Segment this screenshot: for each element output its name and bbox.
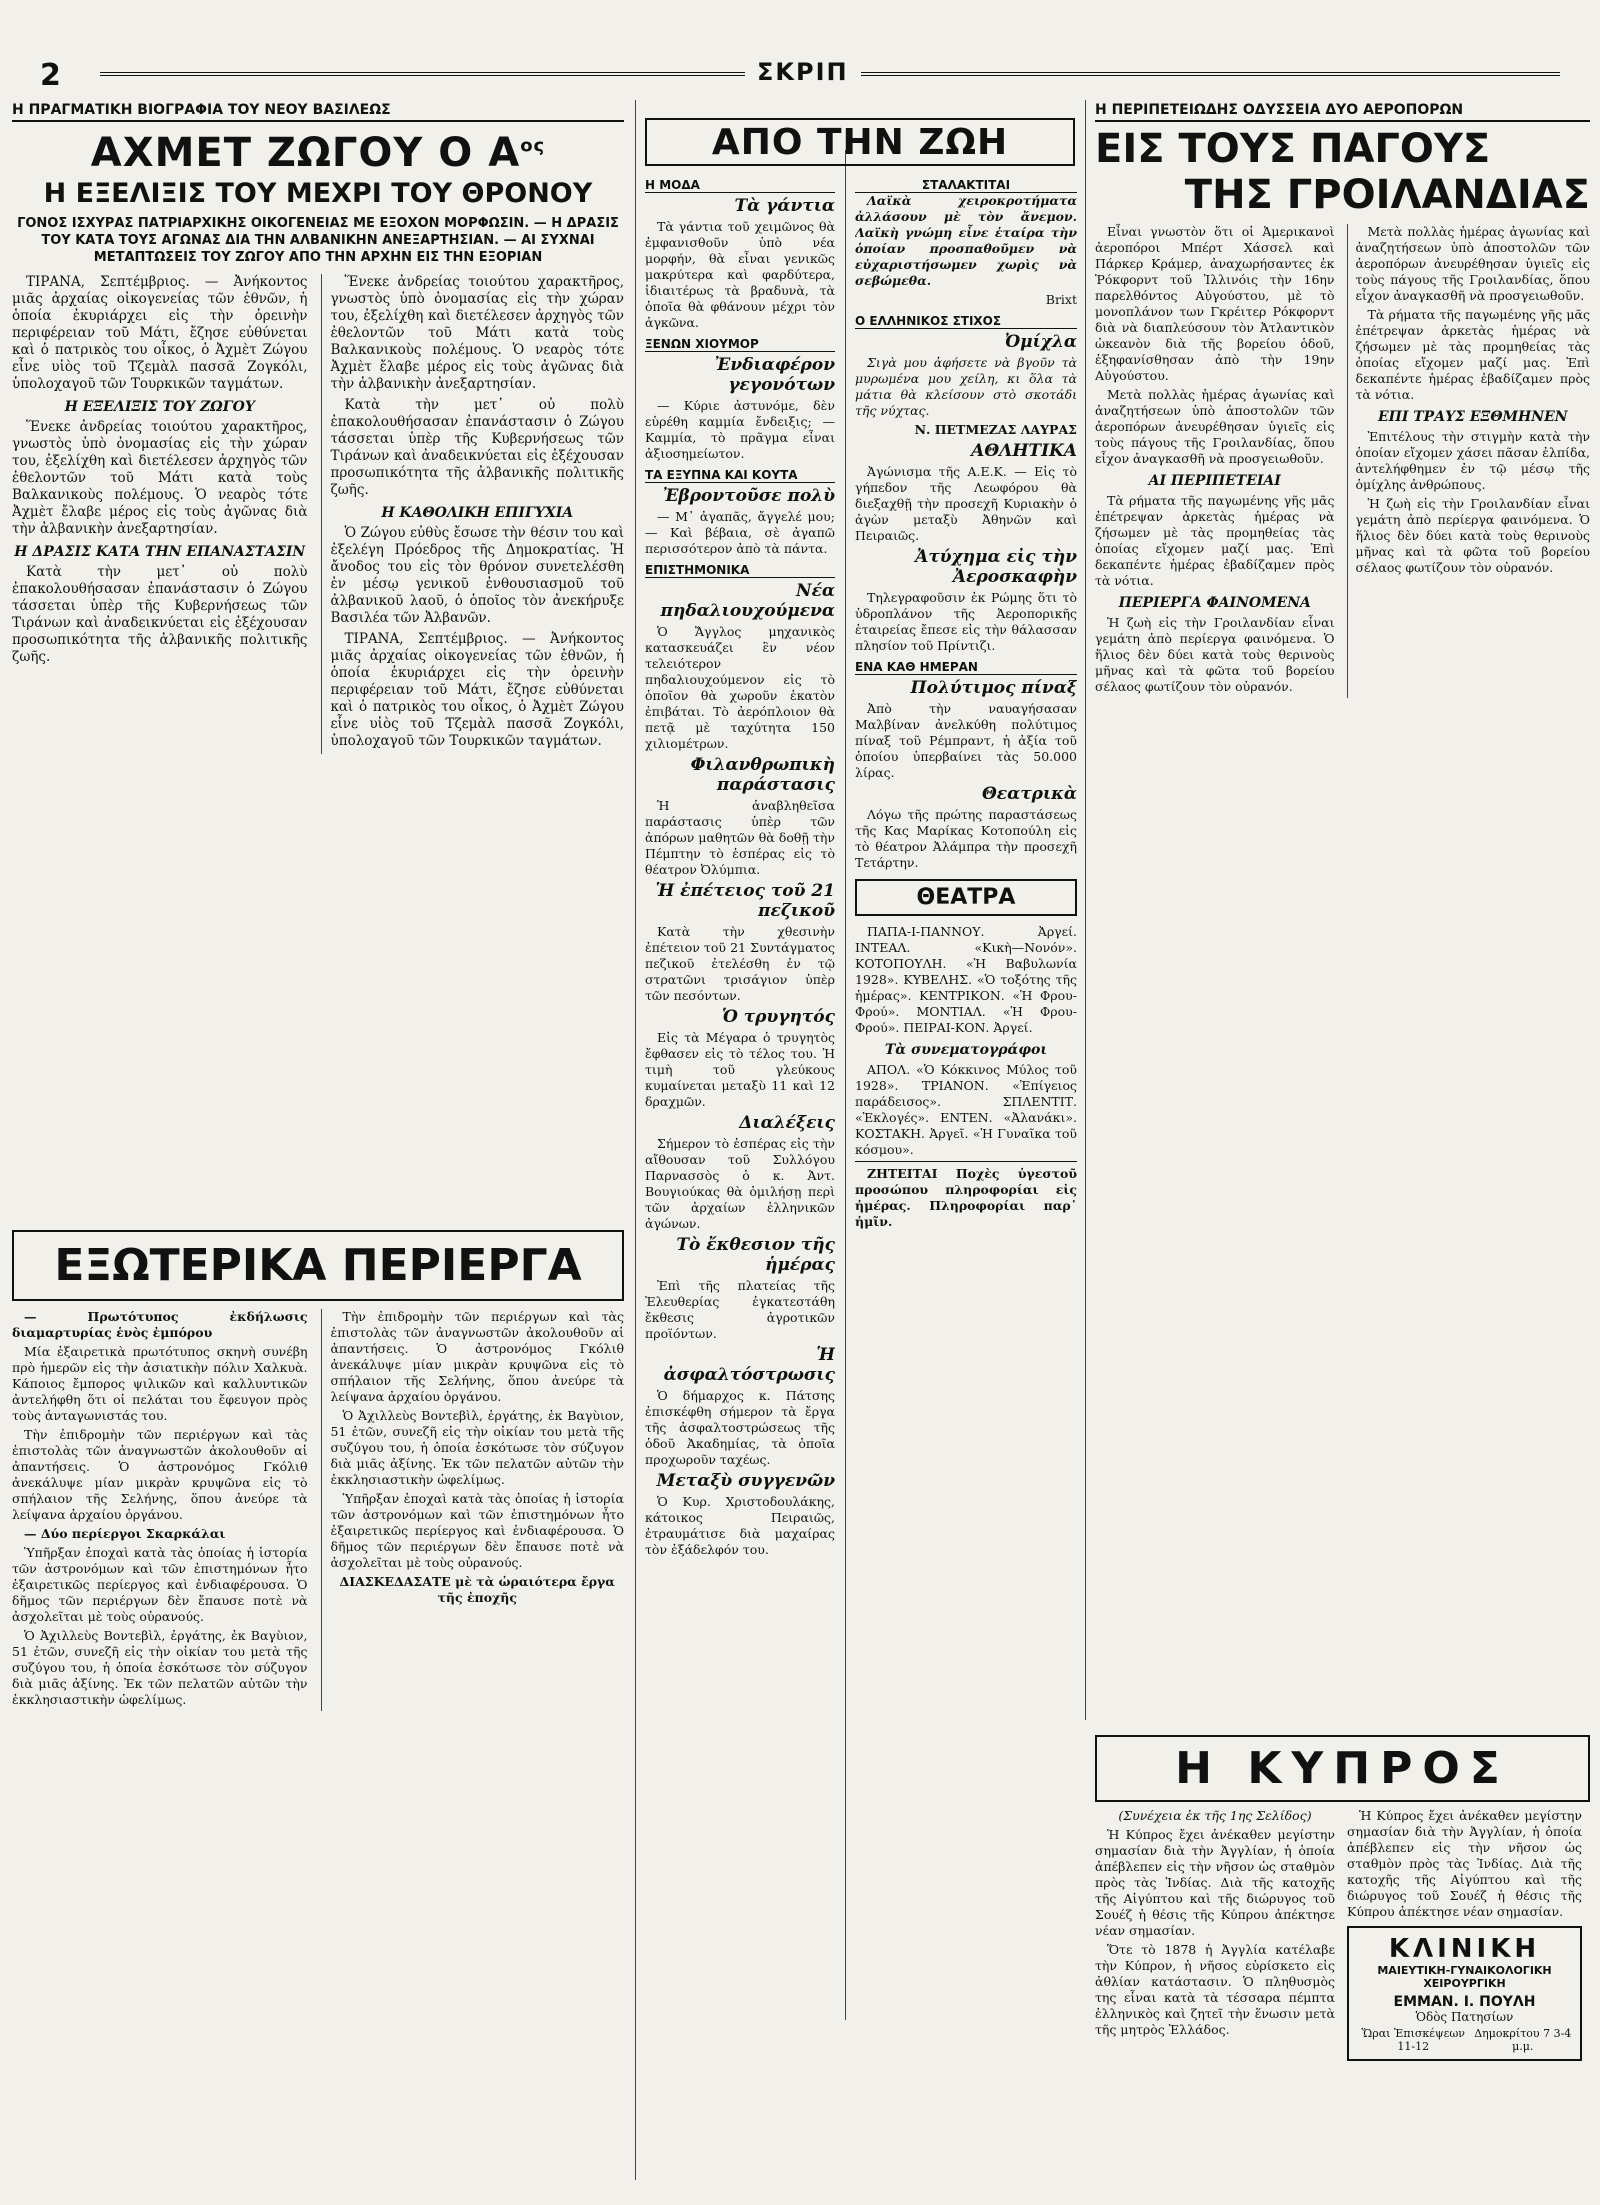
clinic-address: Ὁδὸς Πατησίων <box>1415 2010 1514 2024</box>
item-body <box>645 509 835 557</box>
item-body <box>855 464 1077 544</box>
article-kicker: Η ΠΕΡΙΠΕΤΕΙΩΔΗΣ ΟΔΥΣΣΕΙΑ ΔΥΟ ΑΕΡΟΠΟΡΩΝ <box>1095 100 1590 122</box>
item-body <box>645 1494 835 1558</box>
headline-sup: ος <box>520 135 546 157</box>
item-title: — Δύο περίεργοι Σκαρκάλαι <box>24 1526 226 1541</box>
item-heading: Ἐνδιαφέρον γεγονότων <box>714 355 835 395</box>
article-paragraph: Ἡ ζωὴ εἰς τὴν Γροιλανδίαν εἶναι γεμάτη ἀπὸ περίεργα φαινόμενα. Ὁ ἥλιος δὲν δύει κατὰ τοὺς θερινοὺς μῆνας καὶ τὰ φῶτα τοῦ βορείου σέλαος φωτίζουν τὸν οὐρανόν. <box>1355 496 1590 575</box>
masthead <box>40 58 1560 92</box>
article-subheading: Η ΚΑΘΟΛΙΚΗ ΕΠΙΓΥΧΙΑ <box>381 505 574 521</box>
item-heading: Ὁ τρυγητός <box>721 1007 835 1027</box>
poem <box>855 355 1077 419</box>
foreign-curiosities <box>12 1230 624 2190</box>
column-divider <box>635 100 636 2180</box>
article-paragraph: Μετὰ πολλὰς ἡμέρας ἀγωνίας καὶ ἀναζητήσεων ὑπὸ ἀποστολῶν τῶν ἀεροπόρων ἀνευρέθησαν ὑγιεῖς εἰς τοὺς πάγους τῆς Γροιλανδίας, ὅπου εἶχον ἀναγκασθῆ νὰ προσγειωθοῦν. <box>1095 387 1335 466</box>
item-heading: Φιλανθρωπικὴ παράστασις <box>690 755 835 795</box>
foreign-curiosities-header <box>12 1230 624 1301</box>
article-kicker: Η ΠΡΑΓΜΑΤΙΚΗ ΒΙΟΓΡΑΦΙΑ ΤΟΥ ΝΕΟΥ ΒΑΣΙΛΕΩΣ <box>12 100 624 122</box>
item-paragraph: — Κύριε ἀστυνόμε, δὲν εὑρέθη καμμία ἔνδειξις; — Καμμία, τὸ πρᾶγμα εἶναι ἀξιοσημείωτον. <box>645 398 835 461</box>
article-column-1 <box>1095 224 1335 698</box>
article-paragraph: Κατὰ τὴν μετ᾿ οὐ πολὺ ἐπακολουθήσασαν ἐπανάστασιν ὁ Ζώγου τάσσεται ὑπὲρ τῆς Κυβερνήσεως τῶν Τιράνων καὶ ἀναδεικνύεται εἰς ἐξέχουσαν προσωπικότητα τῆς ἀλβανικῆς πολιτικῆς ζωῆς. <box>12 564 308 665</box>
section-label: ΕΝΑ ΚΑΘ ΗΜΕΡΑΝ <box>855 660 1077 675</box>
item-heading: Ἀτύχημα εἰς τὴν Ἀεροσκαφὴν <box>915 547 1077 587</box>
poem-author: Ν. ΠΕΤΜΕΖΑΣ ΛΑΥΡΑΣ <box>914 422 1077 437</box>
poem-text: Σιγὰ μου ἀφήσετε νὰ βγοῦν τὰ μυρωμένα μου χείλη, κι ὅλα τὰ μάτια θὰ κλείσουν στὸ σκοτάδι τῆς νύχτας. <box>855 355 1077 418</box>
item-heading: Ἡ ἐπέτειος τοῦ 21 πεζικοῦ <box>655 881 835 921</box>
item-heading: Μεταξὺ συγγενῶν <box>656 1471 835 1491</box>
cinema-header: Τὰ συνεματογράφοι <box>884 1042 1048 1058</box>
item-heading: Ἐβροντοῦσε πολὺ <box>662 486 835 506</box>
item-heading: Ἡ ἀσφαλτόστρωσις <box>663 1345 835 1385</box>
article-paragraph: Ὅτε τὸ 1878 ἡ Ἀγγλία κατέλαβε τὴν Κύπρον, ἡ νῆσος εὑρίσκετο εἰς ἀθλίαν κατάστασιν. Ὁ πληθυσμὸς της εἶναι κατὰ τὰ τέσσαρα πέμπτα ἑλληνικὸς καὶ ζητεῖ τὴν ἕνωσιν μετὰ τῆς μητρὸς Ἑλλάδος. <box>1095 1942 1335 2037</box>
article-subheading: ΠΕΡΙΕΡΓΑ ΦΑΙΝΟΜΕΝΑ <box>1118 595 1311 611</box>
clinic-hours-right: Δημοκρίτου 7 3-4 μ.μ. <box>1474 2027 1572 2053</box>
item-heading: Τὰ γάντια <box>734 196 835 216</box>
classified-ad <box>855 1161 1077 1230</box>
item-heading: Θεατρικὰ <box>981 784 1077 804</box>
theatres-list <box>855 924 1077 1036</box>
item-body <box>645 624 835 752</box>
clinic-doctor: ΕΜΜΑΝ. Ι. ΠΟΥΛΗ <box>1393 1994 1536 2010</box>
clinic-ad <box>1347 1926 1582 2061</box>
article-paragraph: Κατὰ τὴν μετ᾿ οὐ πολὺ ἐπακολουθήσασαν ἐπανάστασιν ὁ Ζώγου τάσσεται ὑπὲρ τῆς Κυβερνήσεως τῶν Τιράνων καὶ ἀναδεικνύεται εἰς ἐξέχουσαν προσωπικότητα τῆς ἀλβανικῆς πολιτικῆς ζωῆς. <box>330 397 624 498</box>
clinic-subtitle: ΜΑΙΕΥΤΙΚΗ-ΓΥΝΑΙΚΟΛΟΓΙΚΗ ΧΕΙΡΟΥΡΓΙΚΗ <box>1377 1964 1552 1990</box>
theatres-text: ΠΑΠΑ-Ι-ΠΑΝΝΟΥ. Ἀργεί. ΙΝΤΕΑΛ. «Κικὴ—Νονόν». ΚΟΤΟΠΟΥΛΗ. «Ἡ Βαβυλωνία 1928». ΚΥΒΕΛΗΣ. «Ὁ τοξότης τῆς ἡμέρας». ΚΕΝΤΡΙΚΟΝ. «Ἡ Φρου-Φρού». ΜΟΝΤΙΑΛ. «Ἡ Φρου-Φρού». ΠΕΙΡΑΙ-ΚΟΝ. Ἀργεί. <box>855 924 1077 1035</box>
cyprus-column-1 <box>1095 1808 1335 2061</box>
article-paragraph: Ἡ ζωὴ εἰς τὴν Γροιλανδίαν εἶναι γεμάτη ἀπὸ περίεργα φαινόμενα. Ὁ ἥλιος δὲν δύει κατὰ τοὺς θερινοὺς μῆνας καὶ τὰ φῶτα τοῦ βορείου σέλαος φωτίζουν τὸν οὐρανόν. <box>1095 615 1335 694</box>
paper-name: ΣΚΡΙΠ <box>745 58 861 86</box>
article-paragraph: Εἶναι γνωστὸν ὅτι οἱ Ἀμερικανοὶ ἀεροπόροι Μπέρτ Χάσσελ καὶ Πάρκερ Κράμερ, ἀναχωρήσαντες ἐκ Ῥόκφορντ τοῦ Ἰλλινόις τὴν 16ην παρελθόντος Αὐγούστου, μὲ τὸ μονοπλάνον των Γκρέιτερ Ρόκφορντ διὰ νὰ διαπλεύσουν τὸν Ἀτλαντικὸν ὠκεανὸν διὰ τῆς βορείου ὁδοῦ, ἐξηφανίσθησαν ἀπὸ τὴν 19ην Αὐγούστου. <box>1095 224 1335 383</box>
theatres-header: ΘΕΑΤΡΑ <box>855 879 1077 916</box>
item-body <box>645 924 835 1004</box>
article-headline <box>12 130 624 176</box>
section-label: Η ΜΟΔΑ <box>645 178 835 193</box>
item-heading: ΑΘΛΗΤΙΚΑ <box>971 441 1077 461</box>
item-paragraph: Ὁ Κυρ. Χριστοδουλάκης, κάτοικος Πειραιῶς, ἐτραυμάτισε διὰ μαχαίρας τὸν ἐξάδελφόν του. <box>645 1494 835 1557</box>
item-heading: Νέα πηδαλιουχούμενα <box>660 581 835 621</box>
cyprus-header <box>1095 1735 1590 1802</box>
item-paragraph: Ἡ ἀναβληθεῖσα παράστασις ὑπὲρ τῶν ἀπόρων μαθητῶν θὰ δοθῇ τὴν Πέμπτην τὸ ἑσπέρας εἰς τὸ θέατρον Ὀλύμπια. <box>645 798 835 877</box>
item-paragraph: Ὁ δήμαρχος κ. Πάτσης ἐπισκέφθη σήμερον τὰ ἔργα τῆς ἀσφαλτοστρώσεως τῆς ὁδοῦ Ἀκαδημίας, τὰ ὁποῖα προχωροῦν ταχέως. <box>645 1388 835 1467</box>
footer-note: ΔΙΑΣΚΕΔΑΣΑΤΕ μὲ τὰ ὡραιότερα ἔργα τῆς ἐποχῆς <box>339 1574 615 1605</box>
item-body <box>855 807 1077 871</box>
cyprus-headline: Η ΚΥΠΡΟΣ <box>1175 1743 1510 1794</box>
quote <box>855 193 1077 289</box>
greenland-article <box>1095 100 1590 1600</box>
article-column-1 <box>12 274 307 754</box>
section-label: Ο ΕΛΛΗΝΙΚΟΣ ΣΤΙΧΟΣ <box>855 314 1077 329</box>
article-headline-1: ΕΙΣ ΤΟΥΣ ΠΑΓΟΥΣ <box>1095 126 1491 172</box>
item-text: Ὁ Ἀχιλλεὺς Βοντεβὶλ, ἐργάτης, ἐκ Βαγὺιον, 51 ἐτῶν, συνεζῆ εἰς τὴν οἰκίαν του μετὰ τῆς συζύγου του, ἡ ὁποία ἐσκότωσε τὸν σύζυγον διὰ μιᾶς ἀξίνης. Ἐκ τῶν πελατῶν αὐτῶν τὴν ἐκκλησιαστικὴν ὡφελίμως. <box>12 1628 308 1707</box>
article-subheading: Η ΕΞΕΛΙΞΙΣ ΤΟΥ ΖΩΓΟΥ <box>64 399 255 415</box>
article-paragraph: Ἕνεκε ἀνδρείας τοιούτου χαρακτῆρος, γνωστὸς ὑπὸ ὀνομασίας εἰς τὴν χώραν του, ἐξελίχθη καὶ διετέλεσεν ἀρχηγὸς τῶν ἐθελοντῶν τοῦ Μάτι κατὰ τοὺς Βαλκανικοὺς πολέμους. Ὁ νεαρὸς τότε Ἀχμὲτ ἔλαβε μέρος εἰς τοὺς ἀγῶνας διὰ τὴν ἀλβανικὴν ἀνεξαρτησίαν. <box>330 274 624 392</box>
item-paragraph: Κατὰ τὴν χθεσινὴν ἐπέτειον τοῦ 21 Συντάγματος πεζικοῦ ἐτελέσθη ἐν τῷ στρατῶνι τρισάγιον ὑπὲρ τῶν πεσόντων. <box>645 924 835 1003</box>
item-paragraph: Τηλεγραφοῦσιν ἐκ Ρώμης ὅτι τὸ ὑδροπλάνον τῆς Ἀεροπορικῆς ἑταιρείας ἔπεσε εἰς τὴν θάλασσαν πλησίον τοῦ Πρίντιζι. <box>855 590 1077 653</box>
section-label: ΤΑ ΕΞΥΠΝΑ ΚΑΙ ΚΟΥΤΑ <box>645 468 835 483</box>
quote-author: Brixt <box>1045 292 1077 307</box>
quote-text: Λαϊκὰ χειροκροτήματα ἀλλάσουν μὲ τὸν ἄνεμον. Λαϊκὴ γνώμη εἶνε ἑταίρα τὴν ὁποίαν προσπαθοῦμεν νὰ εὐχαριστήσωμεν χωρὶς νὰ σεβώμεθα. <box>855 193 1077 288</box>
article-paragraph: ΤΙΡΑΝΑ, Σεπτέμβριος. — Ἀνήκοντος μιᾶς ἀρχαίας οἰκογενείας τῶν ἐθνῶν, ἡ ὁποία ἐκυριάρχει εἰς τὴν ὀρεινὴν περιφέρειαν τοῦ Μάτι, ἔζησε εὐθύνεται καὶ ὁ πατρικὸς του οἶκος, ὁ Ἀχμὲτ Ζώγου εἶνε υἱὸς τοῦ Τζεμὰλ πασσᾶ Ζογκόλι, ὑπολοχαγοῦ τῶν Τουρκικῶν ταγμάτων. <box>12 274 308 392</box>
item-text: Τὴν ἐπιδρομὴν τῶν περιέργων καὶ τὰς ἐπιστολὰς τῶν ἀναγνωστῶν ἀκολουθοῦν αἱ ἀπαντήσεις. Ὁ ἀστρονόμος Γκόλιθ ἀνεκάλυψε μίαν μικρὰν κρυψῶνα εἰς τὸ σπήλαιον τῆς Σελήνης, ὅπου ἀνεύρε τὰ λείψανα ἀρχαίου ὀργάνου. <box>12 1427 308 1522</box>
article-headline-2: ΤΗΣ ΓΡΟΙΛΑΝΔΙΑΣ <box>1184 172 1590 218</box>
zogu-article <box>12 100 624 1225</box>
item-body <box>645 1388 835 1468</box>
continuation-note: (Συνέχεια ἐκ τῆς 1ης Σελίδος) <box>1118 1808 1312 1823</box>
item-heading: Πολύτιμος πίναξ <box>910 678 1077 698</box>
clinic-hours-left: Ὥραι Ἐπισκέψεων 11-12 <box>1361 2027 1465 2053</box>
foreign-curiosities-headline: ΕΞΩΤΕΡΙΚΑ ΠΕΡΙΕΡΓΑ <box>54 1240 582 1291</box>
article-subheading: Η ΔΡΑΣΙΣ ΚΑΤΑ ΤΗΝ ΕΠΑΝΑΣΤΑΣΙΝ <box>14 544 306 560</box>
article-paragraph: Ὁ Ζώγου εὐθὺς ἔσωσε τὴν θέσιν του καὶ ἐξελέγη Πρόεδρος τῆς Δημοκρατίας. Ἡ ἄνοδος του εἰς τὸν θρόνον συνετελέσθη ἐν μέσῳ γενικοῦ ἐνθουσιασμοῦ τοῦ ἀλβανικοῦ λαοῦ, ὁ ὁποῖος τὸν ἀνεκήρυξε Βασιλέα τῶν Ἀλβανῶν. <box>330 525 624 626</box>
middle-column <box>855 172 1077 2032</box>
item-paragraph: Ἀγώνισμα τῆς Α.Ε.Κ. — Εἰς τὸ γήπεδον τῆς Λεωφόρου θὰ διεξαχθῇ τὴν προσεχῆ Κυριακὴν ὁ ἀγὼν μεταξὺ Ἀθηνῶν καὶ Πειραιῶς. <box>855 464 1077 543</box>
column-divider <box>845 150 846 2020</box>
article-paragraph: Μετὰ πολλὰς ἡμέρας ἀγωνίας καὶ ἀναζητήσεων ὑπὸ ἀποστολῶν τῶν ἀεροπόρων ἀνευρέθησαν ὑγιεῖς εἰς τοὺς πάγους τῆς Γροιλανδίας, ὅπου εἶχον ἀναγκασθῆ νὰ προσγειωθοῦν. <box>1355 224 1590 303</box>
item-text: Ὑπῆρξαν ἐποχαὶ κατὰ τὰς ὁποίας ἡ ἱστορία τῶν ἀστρονόμων καὶ τῶν ἐπιστημόνων ἦτο ἐξαιρετικῶς περίεργος καὶ ἐνδιαφέρουσα. Ὁ δῆμος τῶν περιέργων δὲν ἔπαυσε ποτὲ νὰ ἀσχολεῖται μὲ τοὺς οὐρανούς. <box>12 1545 308 1624</box>
item-text: Ὁ Ἀχιλλεὺς Βοντεβὶλ, ἐργάτης, ἐκ Βαγὺιον, 51 ἐτῶν, συνεζῆ εἰς τὴν οἰκίαν του μετὰ τῆς συζύγου του, ἡ ὁποία ἐσκότωσε τὸν σύζυγον διὰ μιᾶς ἀξίνης. Ἐκ τῶν πελατῶν αὐτῶν τὴν ἐκκλησιαστικὴν ὡφελίμως. <box>330 1408 624 1487</box>
item-body <box>645 219 835 331</box>
from-life-box <box>645 118 1075 166</box>
item-body <box>645 1136 835 1232</box>
item-paragraph: — Μ᾿ ἀγαπᾶς, ἄγγελέ μου; — Καὶ βέβαια, σὲ ἀγαπῶ περισσότερον ἀπὸ τὰ πάντα. <box>645 509 835 556</box>
item-text: Μία ἐξαιρετικὰ πρωτότυπος σκηνὴ συνέβη πρὸ ἡμερῶν εἰς τὴν ἀσιατικὴν πόλιν Χαλκυὰ. Κάποιος ἔμπορος ψιλικῶν καὶ καλλυντικῶν ἀντελήφθη ὅτι οἱ πελάται του ἔφευγον πρὸς τοὺς ἀνταγωνιστάς του. <box>12 1344 308 1423</box>
page-number: 2 <box>40 58 71 93</box>
curiosities-column-2 <box>321 1309 624 1711</box>
clinic-title: ΚΛΙΝΙΚΗ <box>1388 1934 1541 1964</box>
section-label: ΞΕΝΩΝ ΧΙΟΥΜΟΡ <box>645 337 835 352</box>
item-body <box>855 590 1077 654</box>
item-text: Τὴν ἐπιδρομὴν τῶν περιέργων καὶ τὰς ἐπιστολὰς τῶν ἀναγνωστῶν ἀκολουθοῦν αἱ ἀπαντήσεις. Ὁ ἀστρονόμος Γκόλιθ ἀνεκάλυψε μίαν μικρὰν κρυψῶνα εἰς τὸ σπήλαιον τῆς Σελήνης, ὅπου ἀνεύρε τὰ λείψανα ἀρχαίου ὀργάνου. <box>330 1309 624 1404</box>
item-body <box>855 701 1077 781</box>
curiosities-column-1 <box>12 1309 307 1711</box>
section-label: ΣΤΑΛΑΚΤΙΤΑΙ <box>855 178 1077 193</box>
article-column-2 <box>1347 224 1591 698</box>
item-paragraph: Τὰ γάντια τοῦ χειμῶνος θὰ ἐμφανισθοῦν ὑπὸ νέα μορφήν, θὰ εἶναι γενικῶς μακρύτερα καὶ φαρδύτερα, ἰδιαιτέρως τὰ βραδυνὰ, τὰ ὁποῖα θὰ φθάνουν μέχρι τὸν ἀγκῶνα. <box>645 219 835 330</box>
article-column-2 <box>321 274 624 754</box>
article-subheading: ΑΙ ΠΕΡΙΠΕΤΕΙΑΙ <box>1148 473 1281 489</box>
item-heading: Τὸ ἔκθεσιον τῆς ἡμέρας <box>676 1235 835 1275</box>
item-paragraph: Ἐπὶ τῆς πλατείας τῆς Ἐλευθερίας ἐγκατεστάθη ἔκθεσις ἀγροτικῶν προϊόντων. <box>645 1278 835 1341</box>
cyprus-article <box>1095 1735 1590 2195</box>
article-lead: ΓΟΝΟΣ ΙΣΧΥΡΑΣ ΠΑΤΡΙΑΡΧΙΚΗΣ ΟΙΚΟΓΕΝΕΙΑΣ ΜΕ ΕΞΟΧΟΝ ΜΟΡΦΩΣΙΝ. — Η ΔΡΑΣΙΣ ΤΟΥ ΚΑΤΑ ΤΟΥΣ ΑΓΩΝΑΣ ΔΙΑ ΤΗΝ ΑΛΒΑΝΙΚΗΝ ΑΝΕΞΑΡΤΗΣΙΑΝ. — ΑΙ ΣΥΧΝΑΙ ΜΕΤΑΠΤΩΣΕΙΣ ΤΟΥ ΖΩΓΟΥ ΑΠΟ ΤΗΝ ΑΡΧΗΝ ΕΙΣ ΤΗΝ ΕΞΟΡΙΑΝ <box>17 216 619 265</box>
item-body <box>645 1278 835 1342</box>
article-paragraph: ΤΙΡΑΝΑ, Σεπτέμβριος. — Ἀνήκοντος μιᾶς ἀρχαίας οἰκογενείας τῶν ἐθνῶν, ἡ ὁποία ἐκυριάρχει εἰς τὴν ὀρεινὴν περιφέρειαν τοῦ Μάτι, ἔζησε εὐθύνεται καὶ ὁ πατρικὸς του οἶκος, ὁ Ἀχμὲτ Ζώγου εἶνε υἱὸς τοῦ Τζεμὰλ πασσᾶ Ζογκόλι, ὑπολοχαγοῦ τῶν Τουρκικῶν ταγμάτων. <box>330 631 624 749</box>
ad-text: ΖΗΤΕΙΤΑΙ Ποχὲς ὑγεστοῦ προσώπου πληροφορίαι εἰς ἡμέρας. Πληροφορίαι παρ᾿ ἡμῖν. <box>855 1166 1077 1229</box>
article-paragraph: Τὰ ρήματα τῆς παγωμένης γῆς μᾶς ἐπέτρεψαν ἀρκετὰς ἡμέρας νὰ ζήσωμεν μὲ τὰς προμηθείας τὰς ὁποίας εἴχομεν μαζί μας. Ἐπὶ δεκαπέντε ἡμέρας ἐβαδίζαμεν πρὸς τὰ νότια. <box>1355 307 1590 402</box>
item-paragraph: Εἰς τὰ Μέγαρα ὁ τρυγητὸς ἔφθασεν εἰς τὸ τέλος του. Ἡ τιμὴ τοῦ γλεύκους κυμαίνεται μεταξὺ 11 καὶ 12 δραχμῶν. <box>645 1030 835 1109</box>
article-subheading: ΕΠΙ ΤΡΑΥΣ ΕΞΘΜΗΝΕΝ <box>1377 409 1568 425</box>
item-heading: Διαλέξεις <box>739 1113 835 1133</box>
cyprus-text <box>1347 1808 1582 1920</box>
article-paragraph: Ἕνεκε ἀνδρείας τοιούτου χαρακτῆρος, γνωστὸς ὑπὸ ὀνομασίας εἰς τὴν χώραν του, ἐξελίχθη καὶ διετέλεσεν ἀρχηγὸς τῶν ἐθελοντῶν τοῦ Μάτι κατὰ τοὺς Βαλκανικοὺς πολέμους. Ὁ νεαρὸς τότε Ἀχμὲτ ἔλαβε μέρος εἰς τοὺς ἀγῶνας διὰ τὴν ἀλβανικὴν ἀνεξαρτησίαν. <box>12 419 308 537</box>
item-paragraph: Σήμερον τὸ ἑσπέρας εἰς τὴν αἴθουσαν τοῦ Συλλόγου Παρνασσὸς ὁ κ. Ἀντ. Βουγιούκας θὰ ὁμιλήσῃ περὶ τῶν ἀρχαίων ἑλληνικῶν ἀγώνων. <box>645 1136 835 1231</box>
poem-title: Ὀμίχλα <box>1004 332 1077 352</box>
column-divider <box>1085 100 1086 1720</box>
item-text: Ὑπῆρξαν ἐποχαὶ κατὰ τὰς ὁποίας ἡ ἱστορία τῶν ἀστρονόμων καὶ τῶν ἐπιστημόνων ἦτο ἐξαιρετικῶς περίεργος καὶ ἐνδιαφέρουσα. Ὁ δῆμος τῶν περιέργων δὲν ἔπαυσε ποτὲ νὰ ἀσχολεῖται μὲ τοὺς οὐρανούς. <box>330 1491 624 1570</box>
from-life-headline: ΑΠΟ ΤΗΝ ΖΩΗ <box>711 121 1009 163</box>
headline-text: ΑΧΜΕΤ ΖΩΓΟΥ Ο Α <box>90 130 521 176</box>
from-life-column <box>645 172 835 2032</box>
item-paragraph: Ἀπὸ τὴν ναυαγήσασαν Μαλβίναν ἀνελκύθη πολύτιμος πίναξ τοῦ Ρέμπραντ, ἡ ἀξία τοῦ ὁποίου ὑπερβαίνει τὰς 50.000 λίρας. <box>855 701 1077 780</box>
cinema-list <box>855 1062 1077 1158</box>
item-body <box>645 1030 835 1110</box>
item-paragraph: Ὁ Ἄγγλος μηχανικὸς κατασκευάζει ἓν νέον τελειότερον πηδαλιουχούμενον εἰς τὸ ὁποῖον θὰ χωροῦν ἑκατὸν ἐπιβάται. Τὸ ἀερόπλοιον θὰ πετᾷ μὲ ταχύτητα 150 χιλιομέτρων. <box>645 624 835 751</box>
from-life-header <box>645 118 1075 166</box>
item-body <box>645 398 835 462</box>
cyprus-column-2 <box>1347 1808 1582 2061</box>
article-paragraph: Ἡ Κύπρος ἔχει ἀνέκαθεν μεγίστην σημασίαν διὰ τὴν Ἀγγλίαν, ἡ ὁποία ἀπέβλεπεν εἰς τὴν νῆσον ὡς σταθμὸν πρὸς τὰς Ἰνδίας. Διὰ τῆς κατοχῆς τῆς Αἰγύπτου καὶ τῆς διώρυγος τοῦ Σουέζ ἡ θέσις τῆς Κύπρου ἀπέκτησε νέαν σημασίαν. <box>1095 1827 1335 1938</box>
article-paragraph: Ἡ Κύπρος ἔχει ἀνέκαθεν μεγίστην σημασίαν διὰ τὴν Ἀγγλίαν, ἡ ὁποία ἀπέβλεπεν εἰς τὴν νῆσον ὡς σταθμὸν πρὸς τὰς Ἰνδίας. Διὰ τῆς κατοχῆς τῆς Αἰγύπτου καὶ τῆς διώρυγος τοῦ Σουέζ ἡ θέσις τῆς Κύπρου ἀπέκτησε νέαν σημασίαν. <box>1347 1808 1582 1919</box>
article-paragraph: Ἐπιτέλους τὴν στιγμὴν κατὰ τὴν ὁποίαν εἴχομεν χάσει πᾶσαν ἐλπίδα, ἀντελήφθημεν ἐν τῷ μέσῳ τῆς ὁμίχλης ἀνθρώπους. <box>1355 429 1590 492</box>
item-body <box>645 798 835 878</box>
item-title: — Πρωτότυπος ἐκδήλωσις διαμαρτυρίας ἑνὸς ἐμπόρου <box>12 1309 308 1340</box>
article-subhead: Η ΕΞΕΛΙΞΙΣ ΤΟΥ ΜΕΧΡΙ ΤΟΥ ΘΡΟΝΟΥ <box>43 178 593 209</box>
article-paragraph: Τὰ ρήματα τῆς παγωμένης γῆς μᾶς ἐπέτρεψαν ἀρκετὰς ἡμέρας νὰ ζήσωμεν μὲ τὰς προμηθείας τὰς ὁποίας εἴχομεν μαζί μας. Ἐπὶ δεκαπέντε ἡμέρας ἐβαδίζαμεν πρὸς τὰ νότια. <box>1095 493 1335 588</box>
item-paragraph: Λόγω τῆς πρώτης παραστάσεως τῆς Κας Μαρίκας Κοτοπούλη εἰς τὸ θέατρον Ἀλάμπρα τὴν προσεχῆ Τετάρτην. <box>855 807 1077 870</box>
section-label: ΕΠΙΣΤΗΜΟΝΙΚΑ <box>645 563 835 578</box>
cinema-text: ΑΠΟΛ. «Ὁ Κόκκινος Μύλος τοῦ 1928». ΤΡΙΑΝΟΝ. «Ἐπίγειος παράδεισος». ΣΠΛΕΝΤΙΤ. «Ἐκλογές». ΕΝΤΕΝ. «Ἀλανάκι». ΚΟΣΤΑΚΗ. Ἀργεῖ. «Ἡ Γυναῖκα τοῦ κόσμου». <box>855 1062 1077 1157</box>
